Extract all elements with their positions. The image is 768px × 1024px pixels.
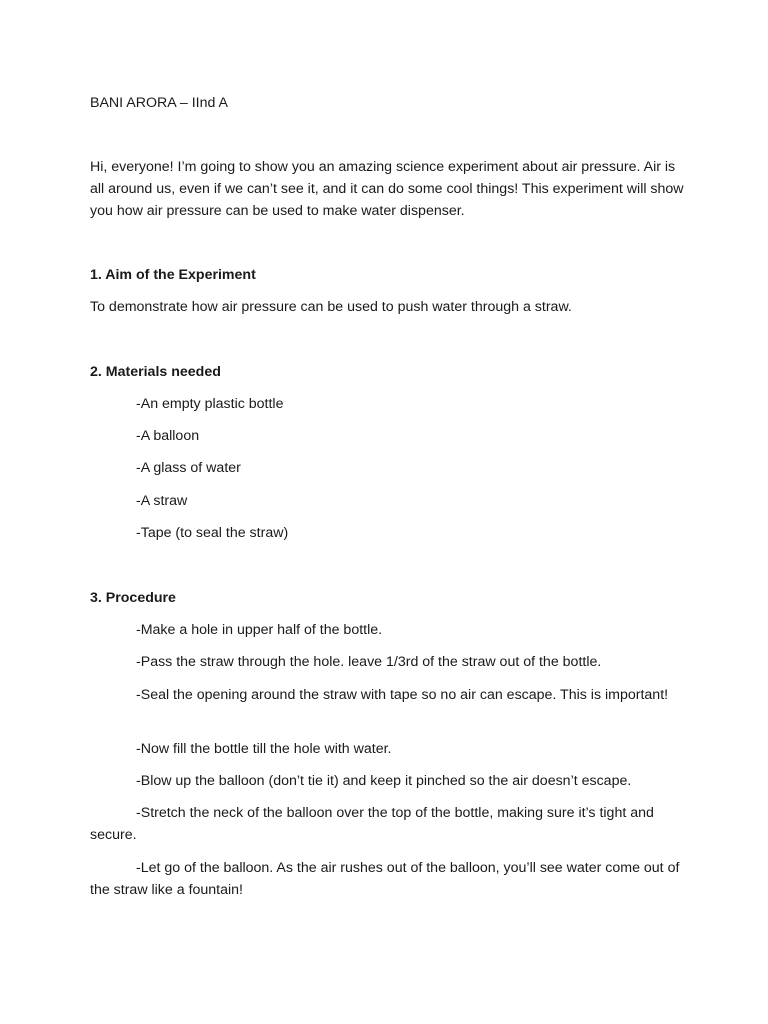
- material-item: -An empty plastic bottle: [136, 396, 284, 412]
- procedure-step: -Stretch the neck of the balloon over the top of the bottle, making sure it’s tight and secure.: [90, 805, 654, 843]
- procedure-step: -Let go of the balloon. As the air rushes out of the balloon, you’ll see water come out of the straw like a fountain!: [90, 860, 680, 898]
- material-item: -Tape (to seal the straw): [136, 525, 289, 541]
- procedure-step: -Seal the opening around the straw with tape so no air can escape. This is important!: [136, 687, 669, 703]
- procedure-heading: 3. Procedure: [90, 590, 176, 606]
- material-item: -A glass of water: [136, 460, 241, 476]
- procedure-step: -Pass the straw through the hole. leave 1/3rd of the straw out of the bottle.: [136, 654, 602, 670]
- materials-heading: 2. Materials needed: [90, 364, 221, 380]
- procedure-step: -Blow up the balloon (don’t tie it) and keep it pinched so the air doesn’t escape.: [136, 773, 632, 789]
- author-line: BANI ARORA – IInd A: [90, 95, 229, 111]
- material-item: -A balloon: [136, 428, 200, 444]
- procedure-step: -Make a hole in upper half of the bottle.: [136, 622, 383, 638]
- aim-heading: 1. Aim of the Experiment: [90, 267, 256, 283]
- intro-paragraph: Hi, everyone! I’m going to show you an amazing science experiment about air pressure. Air is all around us, even if we can’t see it, and it can do some cool things! This experiment will show you how air pressure can be used to make water dispenser.: [90, 159, 684, 219]
- procedure-step: -Now fill the bottle till the hole with water.: [136, 741, 392, 757]
- aim-text: To demonstrate how air pressure can be used to push water through a straw.: [90, 299, 572, 315]
- material-item: -A straw: [136, 493, 188, 509]
